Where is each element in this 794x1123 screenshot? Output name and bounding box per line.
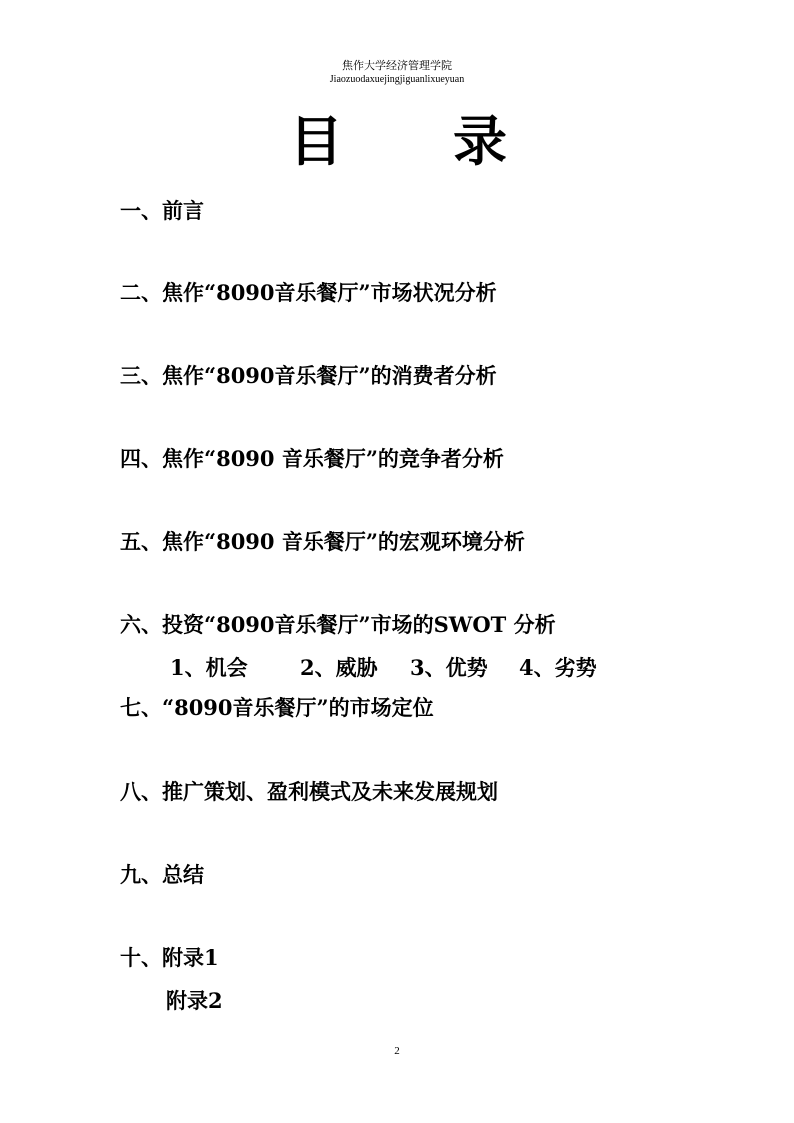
- toc-entry-market-analysis[interactable]: 二、焦作“8090音乐餐厅”市场状况分析: [120, 280, 497, 305]
- toc-entry-market-positioning[interactable]: 七、“8090音乐餐厅”的市场定位: [120, 695, 434, 720]
- toc-sub-threat[interactable]: 2、威胁: [300, 655, 378, 680]
- toc-entry-competitor-analysis[interactable]: 四、焦作“8090 音乐餐厅”的竞争者分析: [120, 446, 504, 471]
- header-institution-pinyin: Jiaozuodaxuejingjiguanlixueyuan: [329, 74, 465, 85]
- title-char-lu: 录: [453, 110, 507, 173]
- toc-sub-strength[interactable]: 3、优势: [410, 655, 488, 680]
- page-number: 2: [394, 1045, 400, 1057]
- toc-entry-promotion-planning[interactable]: 八、推广策划、盈利模式及未来发展规划: [120, 779, 498, 804]
- toc-entry-swot-analysis[interactable]: 六、投资“8090音乐餐厅”市场的SWOT 分析: [120, 612, 556, 637]
- title-char-mu: 目: [289, 110, 343, 173]
- toc-entry-macro-environment[interactable]: 五、焦作“8090 音乐餐厅”的宏观环境分析: [120, 529, 525, 554]
- toc-entry-summary[interactable]: 九、总结: [120, 862, 204, 887]
- toc-sub-opportunity[interactable]: 1、机会: [170, 655, 248, 680]
- toc-entry-appendix-1[interactable]: 十、附录1: [120, 945, 219, 970]
- toc-entry-preface[interactable]: 一、前言: [120, 198, 204, 223]
- page-header: [0, 59, 794, 86]
- toc-sub-weakness[interactable]: 4、劣势: [519, 655, 597, 680]
- header-institution-chinese: 焦作大学经济管理学院: [342, 59, 452, 72]
- toc-entry-appendix-2[interactable]: 附录2: [166, 988, 223, 1013]
- page-title: [0, 112, 794, 172]
- toc-entry-consumer-analysis[interactable]: 三、焦作“8090音乐餐厅”的消费者分析: [120, 363, 497, 388]
